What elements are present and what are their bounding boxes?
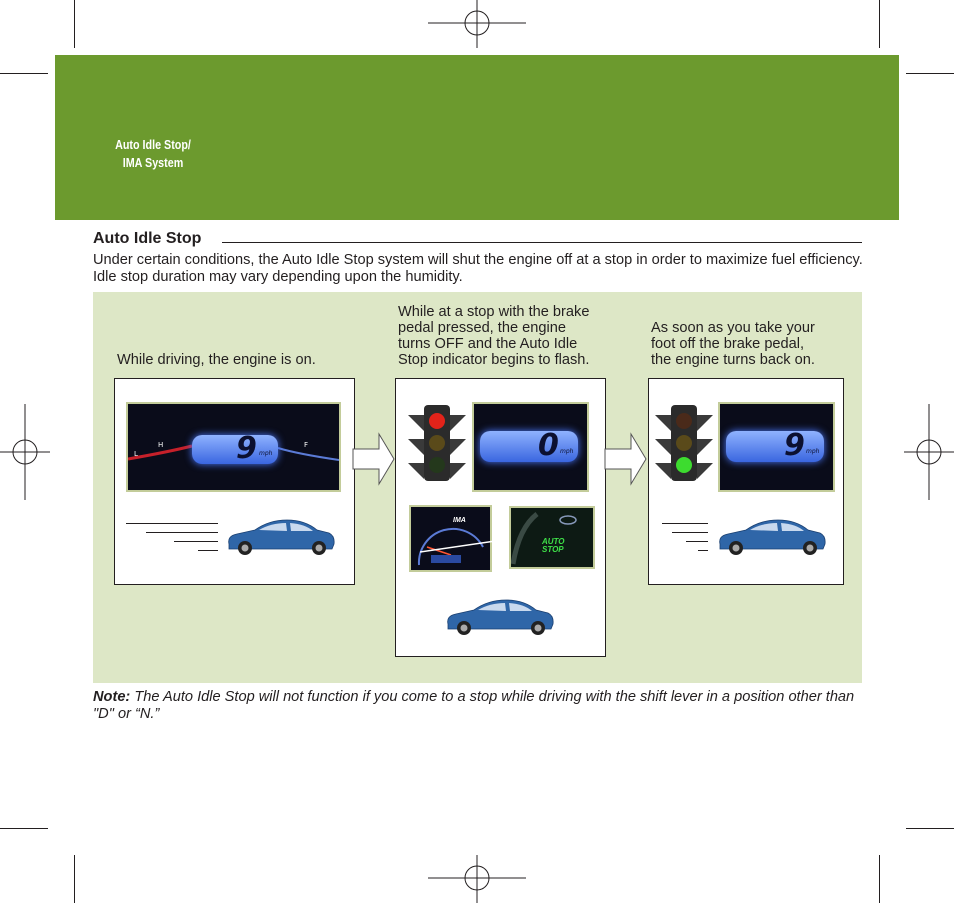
- crop-mark: [74, 855, 75, 903]
- arrow-right-icon: [352, 432, 396, 486]
- car-icon: [225, 516, 337, 558]
- dashboard-gauge: [472, 402, 589, 492]
- caption-line: Stop indicator begins to flash.: [398, 352, 590, 368]
- dashboard-gauge: [718, 402, 835, 492]
- caption-line: As soon as you take your: [651, 320, 815, 336]
- step2-caption: [398, 304, 589, 368]
- registration-mark-bottom: [428, 855, 526, 903]
- speed-value: 9: [784, 428, 805, 463]
- speed-unit: mph: [806, 448, 820, 455]
- speed-display: [192, 431, 278, 466]
- arrow-right-icon: [604, 432, 648, 486]
- speed-value: 0: [538, 428, 559, 463]
- section-label-line1: Auto Idle Stop/: [115, 138, 191, 152]
- car-icon: [716, 516, 828, 558]
- caption-line: pedal pressed, the engine: [398, 320, 566, 336]
- section-title: Auto Idle Stop: [93, 230, 207, 248]
- traffic-light-green-icon: [655, 405, 713, 481]
- heading-rule: [222, 242, 862, 243]
- auto-stop-indicator-zoom: [509, 506, 595, 569]
- motion-line: [126, 523, 218, 524]
- traffic-light-red-icon: [408, 405, 466, 481]
- intro-paragraph: Under certain conditions, the Auto Idle Stop system will shut the engine off at a stop in order to maximize fuel efficiency. Idle stop duration may vary depending upon the humidity.: [93, 252, 863, 285]
- crop-mark: [906, 73, 954, 74]
- crop-mark: [74, 0, 75, 48]
- auto-stop-indicator: AUTO STOP: [542, 537, 565, 554]
- caption-line: While at a stop with the brake: [398, 304, 590, 320]
- note-paragraph: [93, 689, 863, 723]
- registration-mark-top: [428, 0, 526, 48]
- speed-value: 9: [236, 431, 257, 466]
- crop-mark: [0, 828, 48, 829]
- car-icon: [444, 596, 556, 638]
- speed-unit: mph: [560, 448, 574, 455]
- crop-mark: [879, 0, 880, 48]
- motion-line: [672, 532, 708, 533]
- crop-mark: [906, 828, 954, 829]
- motion-line: [146, 532, 218, 533]
- ima-label: IMA: [453, 517, 466, 524]
- registration-mark-left: [0, 404, 50, 500]
- motion-line: [198, 550, 218, 551]
- svg-text:L: L: [134, 450, 138, 458]
- step1-caption: While driving, the engine is on.: [117, 352, 316, 368]
- motion-line: [698, 550, 708, 551]
- motion-line: [662, 523, 708, 524]
- svg-text:F: F: [304, 441, 309, 449]
- note-text: The Auto Idle Stop will not function if you come to a stop while driving with the shift lever in a position other than "D" or “N.”: [93, 689, 855, 722]
- motion-line: [174, 541, 218, 542]
- speed-unit: mph: [259, 450, 273, 457]
- pointer-line: [420, 520, 520, 560]
- crop-mark: [879, 855, 880, 903]
- section-label: [107, 136, 198, 172]
- registration-mark-right: [904, 404, 954, 500]
- caption-line: foot off the brake pedal,: [651, 336, 805, 352]
- note-label: Note:: [93, 689, 131, 705]
- caption-line: turns OFF and the Auto Idle: [398, 336, 578, 352]
- crop-mark: [0, 73, 48, 74]
- step3-caption: [651, 320, 815, 368]
- caption-line: the engine turns back on.: [651, 352, 815, 368]
- svg-text:H: H: [158, 441, 164, 449]
- dashboard-gauge: [126, 402, 341, 492]
- motion-line: [686, 541, 708, 542]
- speed-display: [726, 428, 824, 463]
- section-label-line2: IMA System: [122, 156, 184, 170]
- speed-display: [480, 428, 578, 463]
